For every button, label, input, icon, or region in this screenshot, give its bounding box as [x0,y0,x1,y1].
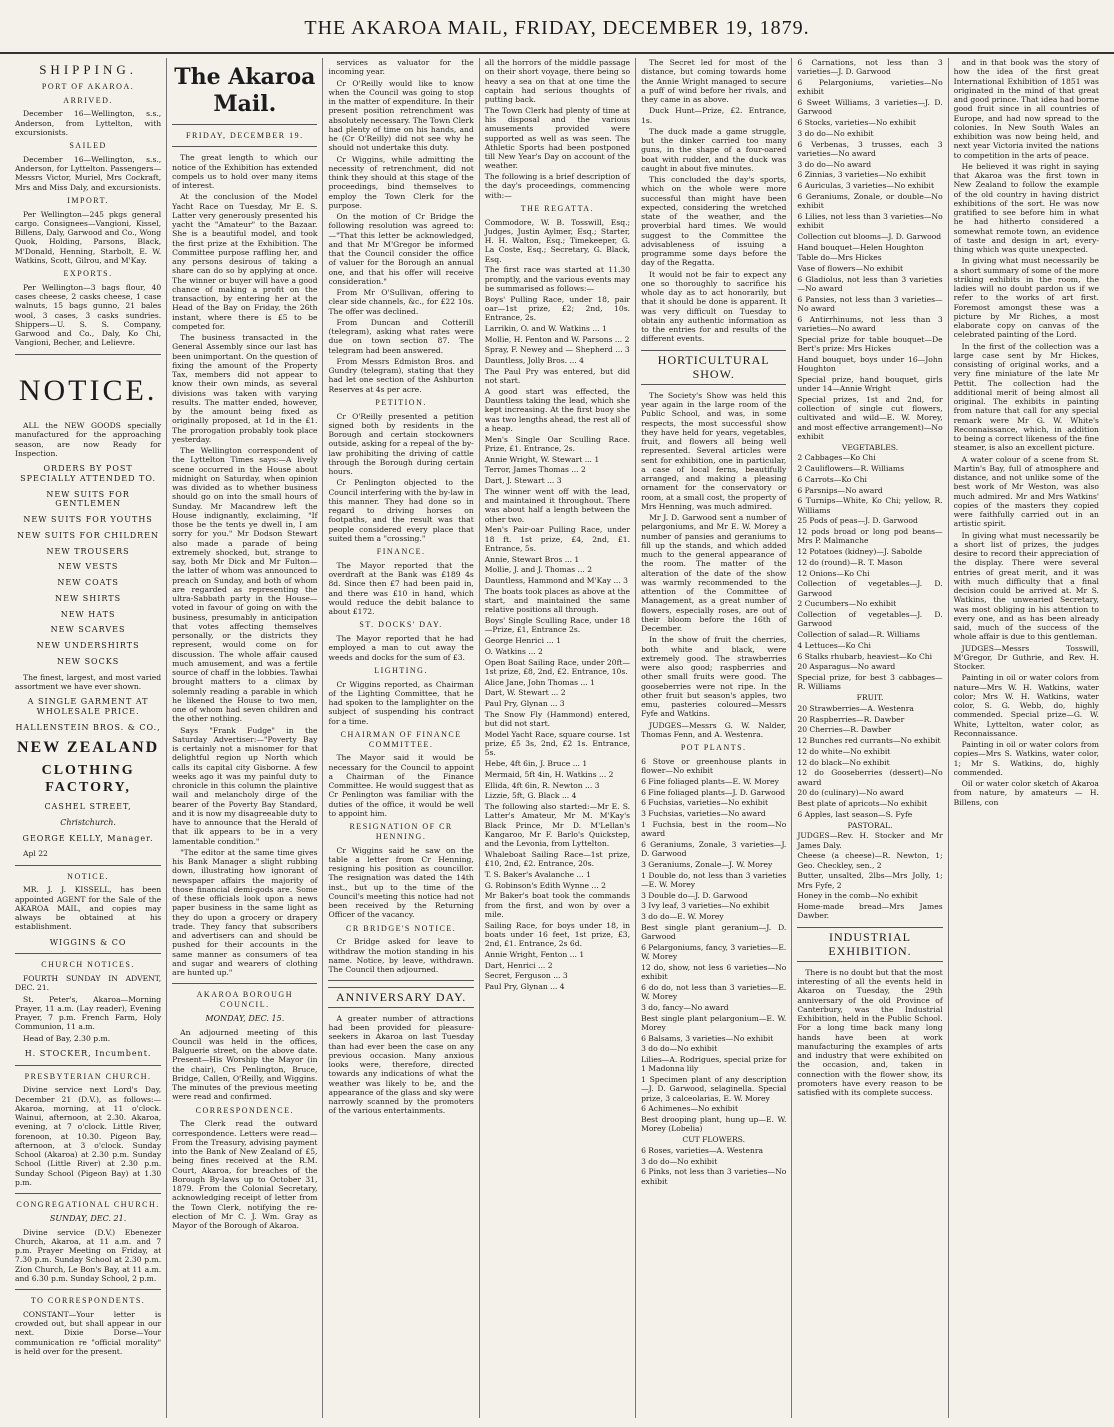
item-3: NEW SUITS FOR CHILDREN [17,530,160,540]
result-row: Paul Pry, Glynan ... 3 [484,699,565,708]
notice-text: ALL the NEW GOODS specially manufactured for the approaching season, are now Ready for Inspection. [15,421,162,458]
exhibition-p1: and in that book was the story of how the idea of the first great International Exhibition of 1851 was originated in the mind of that great and good prince. That idea had borne good fruit since in all countries of Europe, and had now spread to the colonies. In New South Wales an exhibition was now being held, and next year Victoria invited the nations to competition in the arts of peace. [953,58,1099,160]
anniversary-heading: ANNIVERSARY DAY. [328,987,473,1008]
council-p14: Cr Wiggins said he saw on the table a letter from Cr Henning, resigning his position as councillor. The resignation was dated the 14th inst., but up to the time of the Council's meeting this notice had not been received by the Returning Officer of the vacancy. [328,845,474,920]
cong-text: Divine service (D.V.) Ebenezer Church, Akaroa, at 11 a.m. and 7 p.m. Prayer Meeting on Friday, at 7.30 p.m. Sunday School at 2.30 p.m. Zion Church, Le Bon's Bay, at 11 a.m. and 6.30 p.m. Sunday School, 2 p.m. [15,1227,162,1283]
notice-heading: CR BRIDGE'S NOTICE. [346,923,457,933]
wiggins-line: WIGGINS & CO [49,937,127,947]
result-row: Hebe, 4ft 6in, J. Bruce ... 1 [484,759,588,768]
list-item: 3 do do—No exhibit [641,1156,718,1166]
manager-line: GEORGE KELLY, Manager. [22,833,154,843]
list-item: 3 Geraniums, Zonale—J. W. Morey [641,859,773,869]
exhibition-p7: Painting in oil or water colors from nature—Mrs W. H. Watkins, water color; Mrs W. H. Watkins, water color, S. G. Webb, do, highly commended. Special prize—G. W. White, Lyttelton, water color, as Reconnaissance. [953,673,1099,738]
divider [15,953,161,954]
list-item: 6 Lilies, not less than 3 varieties—No exhibit [797,211,943,230]
column-6 [791,58,947,1418]
list-item: VEGETABLES. [841,442,899,452]
correspondence-heading: CORRESPONDENCE. [195,1105,294,1115]
item-10: NEW UNDERSHIRTS [36,641,140,651]
horticultural-heading: HORTICULTURAL SHOW. [641,350,786,385]
list-item: Best drooping plant, hung up—E. W. Morey (Lobelia) [641,1115,787,1134]
list-item: 6 Stove or greenhouse plants in flower—No exhibit [641,756,787,775]
race-men-single: Men's Single Oar Sculling Race. Prize, £1. Entrance, 2s. [484,434,631,453]
list-item: 6 Sweet Williams, 3 varieties—J. D. Garwood [797,98,943,117]
divider [15,1193,161,1194]
cong-date: SUNDAY, DEC. 21. [49,1213,127,1223]
street-line: CASHEL STREET, [44,802,132,812]
council-p7: From Messrs Edmiston Bros. and Gundry (telegram), stating that they had let one section of the Ashburton Reserves at 4s per acre. [328,356,474,394]
notice2-text: MR. J. J. KISSELL, has been appointed AGENT for the Sale of the AKAROA MAIL, and copies may always be obtained at his establishment. [15,885,162,932]
regatta-p11: The following also started:—Mr E. S. Latter's Amateur, Mr M. M'Kay's Black Prince, Mr D. M'Lellan's Kangaroo, Mr F. Barlo's Quickstep, and the Levonia, from Lyttelton. [484,802,631,848]
lighting-heading: LIGHTING. [374,665,428,675]
list-item: 12 do, show, not less 6 varieties—No exhibit [641,962,787,981]
regatta-officials: Commodore, W. B. Tosswill, Esq.; Judges, Justin Aylmer, Esq.; Starter, H. H. Walton, Esq.; Timekeeper, G. La Coste, Esq.; Secretary, G. Black, Esq. [484,217,631,264]
exhibition-p6: In giving what must necessarily be a short list of prizes, the judges desire to record their appreciation of the display. There were several entries of great merit, and it was with much difficulty that a final decision could be arrived at. Mr S. Watkins, the unwearied Secretary, was most obliging in his attention to every one, and as has been already said, much of the success of the whole affair is due to this gentleman. [953,530,1099,642]
list-item: 12 do white—No exhibit [797,746,891,756]
list-item: 2 Cabbages—Ko Chi [797,453,876,463]
column-4 [479,58,635,1418]
list-item: 20 Cherries—R. Dawber [797,725,891,735]
list-item: 4 Lettuces—Ko Chi [797,640,871,650]
list-item: 1 Fuchsia, best in the room—No award [641,819,787,838]
list-item: Hand bouquet—Helen Houghton [797,242,924,252]
race-sailing-boys: Sailing Race, for boys under 18, in boats under 16 feet, 1st prize, £3, 2nd, £1. Entrance, 2s 6d. [484,920,631,948]
regatta-p9: The boats took places as above at the start, and maintained the same relative positions all through. [484,586,631,615]
column-3 [322,58,478,1418]
list-item: 3 do do—No award [797,159,872,169]
result-row: Mermaid, 5ft 4in, H. Watkins ... 2 [484,769,614,779]
list-item: 6 Pelargoniums, fancy, 3 varieties—E. W. Morey [641,942,787,961]
race-boys: Boys' Pulling Race, under 18, pair oar—1st prize, £2; 2nd, 10s. Entrance, 2s. [484,294,631,322]
docks-heading: ST. DOCKS' DAY. [359,620,443,630]
divider [15,354,161,355]
regatta-p7: A good start was effected, the Dauntless taking the lead, which she kept increasing. At the first buoy she was two lengths ahead, the rest all of a heap. [484,386,631,433]
column-5 [635,58,791,1418]
result-row: Mollie, H. Fenton and W. Parsons ... 2 [484,334,630,344]
regatta-p12: Mr Baker's boat took the commands from the first, and won by over a mile. [484,891,631,919]
list-item: Best plate of apricots—No exhibit [797,799,928,808]
article-p2: At the conclusion of the Model Yacht Race on Tuesday, Mr E. S. Latter very generously presented his yacht the "Amateur" to the Bazaar. She is a beautiful model, and took the first prize at the Exhibition. The Committee purpose raffling her, and any persons desirous of taking a share can do so by applying at once. The winner or buyer will have a good chance of making a profit on the transaction, by entering her at the Head of the Bay on Friday, the 26th instant, where there is £5 to be competed for. [172,192,318,331]
article-p3: The business transacted in the General Assembly since our last has been unimportant. On the question of fixing the amount of the Property Tax, members did not appear to know their own minds, as several divisions was taken with varying results. The matter ended, however, by the amount being fixed as originally proposed, at 1d in the £1. The prorogation probably took place yesterday. [172,333,318,444]
result-row: T. S. Baker's Avalanche ... 1 [484,869,591,879]
correspondence-text: The Clerk read the outward correspondence. Letters were read—From the Treasury, advising payment into the Bank of New Zealand of £5, being fines received at the R.M. Court, Akaroa, for breaches of the Borough By-laws up to October 31, 1879. From the Colonial Secretary, acknowledging receipt of letter from the Town Clerk, notifying the re-election of Mr C. J. Wm. Gray as Mayor of the Borough of Akaroa. [172,1119,318,1231]
race-open-boat: Open Boat Sailing Race, under 20ft—1st prize, £8, 2nd, £2. Entrance, 10s. [484,657,631,676]
export-label: EXPORTS. [63,269,113,279]
result-row: O. Watkins ... 2 [484,646,543,656]
council-heading: AKAROA BOROUGH COUNCIL. [196,990,293,1010]
list-item: 6 Apples, last season—S. Fyfe [797,809,913,819]
export-text: Per Wellington—3 bags flour, 40 cases cheese, 2 casks cheese, 1 case walnuts, 15 bags gunno, 21 bales wool, 3 cases, 3 casks sundries. Shippers—U. S. S. Company, Garwood and Co., Daly, Ko Chi, Vangioni, Becher, and Lelievre. [15,282,162,348]
notice2-heading: NOTICE. [67,871,109,881]
list-item: 6 Stocks, varieties—No exhibit [797,118,916,127]
cong-heading: CONGREGATIONAL CHURCH. [16,1200,160,1210]
list-item: 3 Double do—J. D. Garwood [641,890,748,900]
list-item: FRUIT. [856,693,884,702]
arrived-label: ARRIVED. [63,95,113,105]
council-p4: On the motion of Cr Bridge the following resolution was agreed to:—"That this letter be acknowledged, and that Mr M'Gregor be informed that the Council consider the office of valuer for the Borough an annual one, and that his offer will receive consideration." [328,212,474,286]
paper-title: The Akaroa Mail. [174,64,316,117]
regatta-end-p1: The Secret led for most of the distance, but coming towards home the Annie Wright managed to secure a puff of wind before her rivals, and they came in as above. [641,58,787,104]
stpeters-text: St. Peter's, Akaroa—Morning Prayer, 11 a.m. (Lay reader), Evening Prayer, 7 p.m. French Farm, Holy Communion, 11 a.m. [15,994,162,1032]
list-item: Table do—Mrs Hickes [797,253,882,263]
chairman-heading: CHAIRMAN OF FINANCE COMMITTEE. [340,729,462,749]
regatta-p2: The Town Clerk had plenty of time at his disposal and the various amusements provided were supported as well as was seen. The Athletic Sports had been postponed till New Year's Day on account of the weather. [484,105,631,171]
city-line: Christchurch. [60,817,116,827]
list-item: Collection of salad—R. Williams [797,630,920,639]
shipping-heading: SHIPPING. [39,62,137,77]
presby-heading: PRESBYTERIAN CHURCH. [24,1071,152,1081]
result-row: George Henrici ... 1 [484,636,561,645]
masthead [0,8,1114,54]
corr-text: CONSTANT—Your letter is crowded out, but shall appear in our next. Dixie Dorse—Your communication re "official morality" is held over for the present. [15,1309,162,1356]
item-7: NEW SHIRTS [55,593,122,603]
list-item: 6 Geraniums, Zonale, or double—No exhibit [797,191,943,210]
factory-heading: CLOTHING FACTORY, [41,762,135,796]
list-item: Home-made bread—Mrs James Dawber. [797,902,943,921]
article-p5: Says "Frank Fudge" in the Saturday Advertiser:—"Poverty Bay is certainly not a misnomer for that delightful region up North which calls its capital city Gisborne. A few weeks ago it was my painful duty to chronicle in this column the plaintive wail and melancholy dirge of the bearer of the Poverty Bay Standard, and it is now my disagreeable duty to have to announce that the Herald of that ilk appears to be in a very lamentable condition." [172,725,318,846]
list-item: 12 Onions—Ko Chi [797,568,870,578]
list-item: Cheese (a cheese)—R. Newton, 1; Geo. Checkley, sen., 2 [797,851,943,870]
newspaper-columns [10,58,1104,1418]
council-p5: From Mr O'Sullivan, offering to clear side channels, &c., for £22 10s. The offer was declined. [328,288,474,316]
council-text: An adjourned meeting of this Council was held in the offices, Balguerie street, on the above date. Present—His Worship the Mayor (in the chair), Crs Penlington, Bruce, Bridge, Callen, O'Reilly, and Wiggins. The minutes of the previous meeting were read and confirmed. [172,1027,318,1102]
resignation-heading: RESIGNATION OF CR HENNING. [349,822,453,841]
regatta-p6: The Paul Pry was entered, but did not start. [484,366,631,385]
item-9: NEW SCARVES [50,625,126,635]
council-p11: The Mayor reported that he had employed a man to cut away the weeds and docks for the sum of £3. [328,634,474,662]
item-4: NEW TROUSERS [46,546,130,556]
industrial-p1: There is no doubt but that the most interesting of all the events held in Akaroa on Tuesday, the 29th anniversary of the old Province of Canterbury, was the Industrial Exhibition, held in the Public School. For a long time back many long hands have been at work manufacturing the examples of arts and industry that were exhibited on the occasion, and, taken in connection with the flower show, its promoters have every reason to be satisfied with its complete success. [797,967,943,1097]
stocker-line: H. STOCKER, Incumbent. [24,1048,152,1058]
list-item: 6 Pinks, not less than 3 varieties—No exhibit [641,1167,787,1186]
result-row: Dauntless, Hammond and M'Kay ... 3 [484,576,628,585]
council-p6: From Duncan and Cotterill (telegram), asking what rates were due on town section 87. The telegram had been answered. [328,317,474,355]
list-item: 6 Stalks rhubarb, heaviest—Ko Chi [797,651,933,661]
result-row: Dart, J. Stewart ... 3 [484,476,562,485]
petition-heading: PETITION. [375,397,427,407]
list-item: 3 do do—No exhibit [641,1044,718,1054]
prize-list [641,757,786,1186]
result-row: Lizzie, 5ft, G. Black ... 4 [484,791,577,801]
arrived-text: December 16—Wellington, s.s., Anderson, from Lyttelton, with excursionists. [15,109,162,137]
result-row: Dart, Henrici ... 2 [484,960,553,970]
sailed-label: SAILED [69,141,107,151]
council-p2: Cr O'Reilly would like to know when the Council was going to stop in the matter of expenditure. In their present position retrenchment was absolutely necessary. The Town Clerk had plenty of time on his hands, and he (Cr O'Reilly) did not see why he should not undertake this duty. [328,78,474,153]
list-item: Lilies—A. Rodrigues, special prize for 1 Madonna lily [641,1055,787,1074]
result-row: Terror, James Thomas ... 2 [484,465,586,475]
list-item: 12 pods broad or long pod beans—Mrs P. Malmanche [797,527,943,546]
list-item: 6 Achimenes—No exhibit [641,1104,739,1114]
regatta-p10: The Snow Fly (Hammond) entered, but did not start. [484,709,631,728]
regatta-end-p3: This concluded the day's sports, which on the whole were more successful than might have been expected, considering the wretched state of the weather, and the proverbial hard times. We would suggest to the Committee the advisableness of issuing a programme some days before the day of the Regatta. [641,175,787,268]
prize-list [797,58,942,921]
church-heading: CHURCH NOTICES. [41,960,135,970]
anniversary-p1: A greater number of attractions had been provided for pleasure-seekers in Akaroa on last Tuesday than had ever been the case on any previous occasion. Many anxious looks were, therefore, directed towards any indications of what the weather was likely to be, and the appearance of the glass and sky were narrowly scanned by the promoters of the various entertainments. [328,1013,474,1116]
list-item: Special prize for table bouquet—De Bert's prize: Mrs Hickes [797,334,943,353]
finest-text: The finest, largest, and most varied assortment we have ever shown. [15,672,162,691]
regatta-heading: THE REGATTA. [520,203,595,213]
council-p3: Cr Wiggins, while admitting the necessity of retrenchment, did not think they should at this stage of the proceedings, bind themselves to employ the Town Clerk for the purpose. [328,154,474,210]
nz-heading: NEW ZEALAND [17,739,160,757]
result-row: Paul Pry, Glynan ... 4 [484,982,565,991]
list-item: 6 Roses, varieties—A. Westenra [641,1145,764,1155]
import-label: IMPORT. [67,195,109,205]
list-item: 20 do (culinary)—No award [797,788,904,798]
list-item: JUDGES—Rev. H. Stocker and Mr James Daly. [797,831,943,850]
council-p8: Cr O'Reilly presented a petition signed both by residents in the Borough and certain stockowners outside, asking for a repeal of the by-law prohibiting the driving of cattle through the Borough during certain hours. [328,411,474,476]
result-row: Spray, F. Newey and — Shepherd ... 3 [484,345,630,355]
council-p10: The Mayor reported that the overdraft at the Bank was £189 4s 8d. Since then £7 had been paid in, and there was £10 in hand, which would reduce the debit balance to about £172. [328,560,474,616]
port-heading: PORT OF AKAROA. [41,81,135,91]
list-item: Honey in the comb—No exhibit [797,891,918,901]
item-8: NEW HATS [60,609,116,619]
item-6: NEW COATS [57,578,119,588]
exhibition-p9: Oil or water color sketch of Akaroa from nature, by amateurs — H. Billens, con [953,779,1099,807]
list-item: Collection of vegetables—J. D. Garwood [797,610,943,629]
list-item: 25 Pods of peas—J. D. Garwood [797,516,918,526]
pot-plants-heading: POT PLANTS. [680,743,747,752]
list-item: 3 do do—No exhibit [797,128,874,138]
list-item: 3 Ivy leaf, 3 varieties—No exhibit [641,901,770,911]
council-p13: The Mayor said it would be necessary for the Council to appoint a Chairman of the Finance Committee. He would suggest that as Cr Penlington was familiar with the duties of the office, it would be well to appoint him. [328,753,474,818]
list-item: Best single plant pelargonium—E. W. Morey [641,1013,787,1032]
import-text: Per Wellington—245 pkgs general cargo. Consignees—Vangioni, Kissel, Billens, Daly, Garwood and Co., Wong Quok, Holding, Parsons, Black, M'Donald, Henning, Starbolt, E. W. Watkins, Scott, Gilrou, and M'Kay. [15,209,162,265]
presby-text: Divine service next Lord's Day, December 21 (D.V.), as follows:— Akaroa, morning, at 11 o'clock. Wainui, afternoon, at 2.30. Akaroa, evening, at 7 o'clock. Little River, forenoon, at 10.30. Pigeon Bay, afternoon, at 3 o'clock. Sunday School (Akaroa) at 2.30 p.m. Sunday School (Little River) at 2.30 p.m. Sunday School (Pigeon Bay) at 1.30 p.m. [15,1085,162,1187]
exhibition-p2: He believed it was right in saying that Akaroa was the first town in New Zealand to follow the example of the old country in having district exhibitions of the sort. He was now gratified to see before him in what he had hitherto considered a somewhat remote town, an evidence of taste and design in art, every-thing which was quite unexpected. [953,161,1099,254]
horti-judges: JUDGES—Messrs G. W. Nalder, Thomas Fenn, and A. Westenra. [641,720,787,739]
list-item: 6 Pansies, not less than 3 varieties—No award [797,294,943,313]
list-item: 20 Raspberries—R. Dawber [797,714,905,724]
list-item: PASTORAL. [847,820,893,830]
list-item: 20 Asparagus—No award [797,662,896,672]
regatta-p5: The first race was started at 11.30 promptly, and the various events may be summarised as follows:— [484,265,631,293]
list-item: Collection of vegetables—J. D. Garwood [797,579,943,598]
exhibition-p5: A water colour of a scene from St. Martin's Bay, full of atmosphere and distance, and not unlike some of the best work of Mr Weston, was also much admired. Mr and Mrs Watkins' copies of the masters they copied were faithfully carried out in an artistic spirit. [953,454,1099,529]
result-row: Annie, Stewart Bros ... 1 [484,554,580,564]
council-p9: Cr Penlington objected to the Council interfering with the by-law in this manner. They had done so in regard to driving horses on footpaths, and the result was that people considered every place that suited them a "crossing." [328,478,474,543]
race-men-pair: Men's Pair-oar Pulling Race, under 18 ft. 1st prize, £4, 2nd, £1. Entrance, 5s. [484,525,631,553]
list-item: 12 Potatoes (kidney)—J. Sabolde [797,547,923,556]
council-p15: Cr Bridge asked for leave to withdraw the motion standing in his name. Notice, by leave, withdrawn. The Council then adjourned. [328,937,474,974]
list-item: 6 Turnips—White, Ko Chi; yellow, R. Williams [797,496,943,515]
list-item: 2 Cucumbers—No exhibit [797,599,897,609]
divider [15,1289,161,1290]
divider [172,146,317,147]
advent-line: FOURTH SUNDAY IN ADVENT, DEC. 21. [15,974,162,993]
column-7 [948,58,1104,1418]
list-item: 3 Fuchsias, varieties—No award [641,809,766,818]
list-item: 3 do, fancy—No award [641,1002,729,1012]
race-boys-single: Boys' Single Sculling Race, under 18—Prize, £1, Entrance 2s. [484,616,631,635]
divider [15,865,161,866]
list-item: 12 do Gooseberries (dessert)—No award [797,768,943,787]
sailed-text: December 16—Wellington, s.s., Anderson, for Lyttelton. Passengers—Messrs Victor, Muriel, Mrs Cockraft, Mrs and Miss Daly, and excursionists. [15,154,162,192]
list-item: 6 Parsnips—No award [797,485,883,495]
horti-p3: In the show of fruit the cherries, both white and black, were extremely good. The strawberries were also good; raspberries and other small fruits were good. The gooseberries were not ripe. In the other fruit but season's apples, two emu, pasteries coloured—Messrs Fyfe and Watkins. [641,635,787,719]
list-item: 3 do do—E. W. Morey [641,912,724,921]
list-item: 1 Specimen plant of any description—J. D. Garwood, selaginella. Special prize, 3 calceolarias, E. W. Morey [641,1075,787,1103]
column-1 [10,58,166,1418]
corr-heading: TO CORRESPONDENTS. [30,1296,146,1306]
list-item: Special prizes, 1st and 2nd, for collection of single cut flowers, cultivated and wild—E. W. Morey, and most effective arrangement)—No exhibit [797,394,943,441]
divider [328,980,473,981]
article-p6: "The editor at the same time gives his Bank Manager a slight rubbing down, illustrating how ignorant of newspaper affairs the majority of those financial demi-gods are. Some of these officials look upon a news paper business in the same light as they do upon a grocery or drapery trade. They fancy that subscribers and advertisers can and should be pushed for their accounts in the same manner as consumers of tea and sugar and wearers of clothing are hunted up." [172,847,318,978]
result-row: Dart, W. Stewart ... 2 [484,688,566,698]
divider [15,1065,161,1066]
article-p4: The Wellington correspondent of the Lyttelton Times says:—A lively scene occurred in the House about midnight on Saturday, when opinion was divided as to whether business should go on into the small hours of Sunday. Mr Macandrew left the House indignantly, exclaiming, "If those be the tents ye dwell in, I am sorry for you." Mr Dodson Stewart also made a parade of being extremely shocked, but, strange to say, both Mr Dick and Mr Fulton—the latter of whom was announced to preach on Sunday, and both of whom are regarded as representing the ultra-Sabbath party in the House—voted in favour of going on with the business, presumably in anticipation that votes affecting themselves personally, or the districts they represent, would come on for discussion. The whole affair caused much amusement, and was a fertile source of chaff in the lobbies. Tawhai brought matters to a climax by solemnly reading a parable in which he likened the House to two men, one of whom had seven children and the other nothing. [172,446,318,724]
result-row: Secret, Ferguson ... 3 [484,971,568,981]
race-whaleboat: Whaleboat Sailing Race—1st prize, £10, 2nd, £2. Entrance, 20s. [484,849,631,868]
column-2 [166,58,322,1418]
divider [172,124,317,125]
regatta-p3: The following is a brief description of the day's proceedings, commencing with:— [484,172,631,200]
list-item: Special prize, for best 3 cabbages—R. Williams [797,673,943,692]
list-item: 12 Bunches red currants—No exhibit [797,736,941,745]
list-item: 12 do (round)—R. T. Mason [797,557,903,567]
exhibition-p8: Painting in oil or water colors from copies—Mrs S. Watkins, water color, 1; Mr S. Watkins, do, highly commended. [953,740,1099,777]
result-row: Mollie, J. and J. Thomas ... 2 [484,565,593,575]
result-row: Annie Wright, W. Stewart ... 1 [484,454,600,464]
list-item: 6 Gladiolus, not less than 3 varieties—No award [797,274,943,293]
list-item: 6 Geraniums, Zonale, 3 varieties—J. D. Garwood [641,839,787,858]
council-p12: Cr Wiggins reported, as Chairman of the Lighting Committee, that he had spoken to the lamplighter on the subject of suspending his contract for a time. [328,679,474,726]
list-item: 6 Pelargoniums, varieties—No exhibit [797,78,943,97]
list-item: 6 Fine foliaged plants—J. D. Garwood [641,787,786,797]
orders-line: ORDERS BY POST SPECIALLY ATTENDED TO. [20,464,157,483]
list-item: Special prize, hand bouquet, girls under 14—Annie Wright [797,374,943,393]
result-row: Annie Wright, Fenton ... 1 [484,949,585,959]
article-p1: The great length to which our notice of the Exhibition has extended compels us to hold over many items of interest. [172,153,318,191]
list-item: Vase of flowers—No exhibit [797,264,904,273]
list-item: 6 Fine foliaged plants—E. W. Morey [641,776,779,786]
list-item: 6 Carnations, not less than 3 varieties—J. D. Garwood [797,58,943,77]
list-item: Collection cut blooms—J. D. Garwood [797,231,942,241]
list-item: 12 do black—No exhibit [797,757,890,767]
race-model-yacht: Model Yacht Race, square course. 1st prize, £5 3s, 2nd, £2 1s. Entrance, 5s. [484,729,631,758]
industrial-heading: INDUSTRIAL EXHIBITION. [797,927,942,962]
result-row: Larrikin, O. and W. Watkins ... 1 [484,323,607,333]
regatta-p8: The winner went off with the lead, and maintained it throughout. There was about half a length between the other two. [484,486,631,524]
result-row: Ellida, 4ft 6in, R. Newton ... 3 [484,780,600,790]
list-item: 20 Strawberries—A. Westenra [797,703,914,713]
horti-p2: Mr J. D. Garwood sent a number of pelargoniums, and Mr E. W. Morey a number of pansies and geraniums to fill up the stands, and which added much to the general appearance of the room. The matter of the alteration of the date of the show was warmly recommended to the attention of the Committee of Management, as a great number of flowers, especially roses, are out of their bloom before the 16th of December. [641,513,787,633]
finance-heading: FINANCE. [376,547,426,556]
duck-hunt: Duck Hunt—Prize, £2. Entrance, 1s. [641,106,787,125]
masthead-title: THE AKAROA MAIL, FRIDAY, DECEMBER 19, 1879. [304,17,810,39]
list-item: 6 Verbenas, 3 trusses, each 3 varieties—No award [797,139,943,158]
list-item: Hand bouquet, boys under 16—John Houghton [797,354,943,373]
result-row: G. Robinson's Edith Wynne ... 2 [484,880,606,890]
list-item: 2 Cauliflowers—R. Williams [797,464,904,473]
result-row: Dauntless, Jolly Bros. ... 4 [484,356,584,365]
exhibition-judges: JUDGES—Messrs Tosswill, M'Gregor, Dr Guthrie, and Rev. H. Stocker. [953,643,1099,671]
list-item: Butter, unsalted, 2lbs—Mrs Jolly, 1; Mrs Fyfe, 2 [797,871,943,890]
item-1: NEW SUITS FOR GENTLEMEN [46,489,130,509]
exhibition-p3: In giving what must necessarily be a short summary of some of the more striking exhibits in the room, the ladies will no doubt pardon us if we refer to the works of art first. Foremost amongst these was a picture by Mr Riches, a most elaborate copy on canvas of the celebrated painting of the Lord. [953,256,1099,340]
list-item: 6 Balsams, 3 varieties—No exhibit [641,1033,774,1043]
list-item: 6 do do, not less than 3 varieties—E. W. Morey [641,982,787,1001]
result-row: Alice Jane, John Thomas ... 1 [484,677,595,687]
council-date: MONDAY, DEC. 15. [205,1013,285,1023]
firm-name: HALLENSTEIN BROS. & CO., [15,722,161,732]
exhibition-p4: In the first of the collection was a large case sent by Mr Hickes, consisting of original works, and a very fine miniature of the late Mr Pettit. The collection had the additional merit of being almost all original. The exhibits in painting from nature that call for any special remark were Mr G. W. White's Reconnaissance, which, in addition to being a correct likeness of the fine steamer, is also an excellent picture. [953,341,1099,453]
regatta-end-p2: The duck made a game struggle, but the dinker carried too many guns, in the shape of a four-oared boat with rudder, and the duck was caught in about five minutes. [641,126,787,173]
date-line: FRIDAY, DECEMBER 19. [186,130,304,140]
ad-date: Apl 22 [23,849,48,859]
list-item: 6 Carrots—Ko Chi [797,474,867,484]
item-5: NEW VESTS [57,562,119,572]
notice-heading: NOTICE. [18,373,158,407]
regatta-p1: all the horrors of the middle passage on their short voyage, there being so heavy a sea on that at one time the captain had serious thoughts of putting back. [484,58,631,104]
list-item: Best single plant geranium—J. D. Garwood [641,922,787,941]
item-2: NEW SUITS FOR YOUTHS [23,515,153,525]
list-item: 6 Antirrhinums, not less than 3 varieties—No award [797,314,943,333]
regatta-end-p4: It would not be fair to expect any one so thoroughly to sacrifice his whole day as to act honorarily, but that it should be done is apparent. It was very difficult on Tuesday to obtain any authentic information as to the entries for and results of the different events. [641,269,787,344]
item-11: NEW SOCKS [56,656,120,666]
single-garment: A SINGLE GARMENT AT WHOLESALE PRICE. [27,697,149,716]
list-item: 6 Zinnias, 3 varieties—No exhibit [797,170,926,180]
horti-p1: The Society's Show was held this year again in the large room of the Public School, and was, in some respects, the most successful show they have held for years, vegetables, fruit, and flowers all being well represented. Several articles were sent for exhibition, one in particular, a case of local ferns, beautifully arranged, and making a pleasing ornament for the conservatory or room, at a small cost, the property of Mrs Henning, was much admired. [641,390,787,511]
council-p1: services as valuator for the incoming year. [328,58,474,77]
headbay-text: Head of Bay, 2.30 p.m. [23,1033,111,1043]
list-item: 6 Fuchsias, varieties—No exhibit [641,798,769,808]
list-item: 6 Auriculas, 3 varieties—No exhibit [797,181,935,190]
list-item: CUT FLOWERS. [682,1135,746,1144]
divider [172,983,317,984]
list-item: 1 Double do, not less than 3 varieties—E. W. Morey [641,870,787,889]
